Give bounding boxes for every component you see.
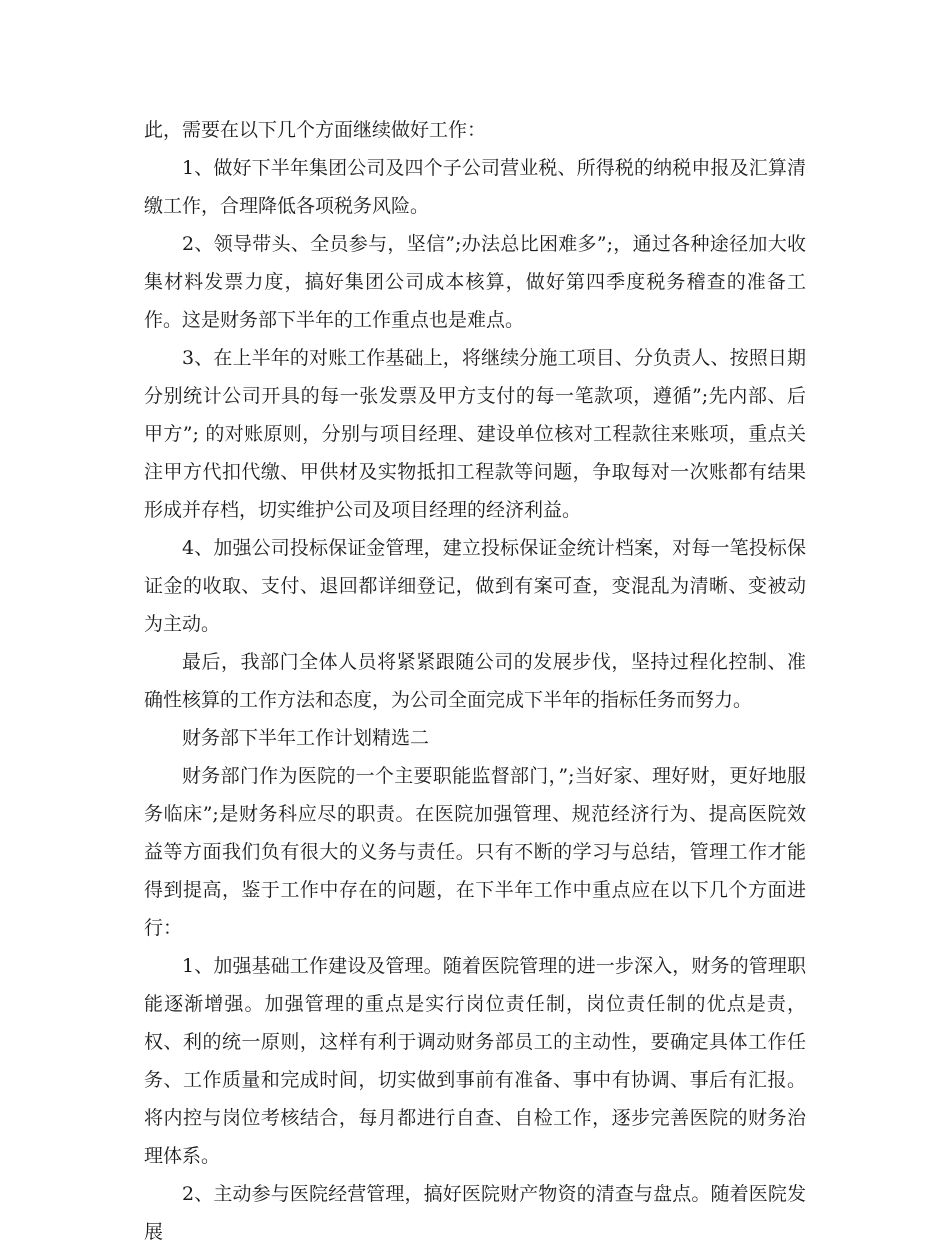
paragraph-item-2-asset-inventory: 2、主动参与医院经营管理，搞好医院财产物资的清查与盘点。随着医院发展 [144,1183,806,1243]
paragraph-continuation: 此，需要在以下几个方面继续做好工作： [144,119,487,141]
paragraph-item-2-invoices: 2、领导带头、全员参与，坚信”;办法总比困难多”;，通过各种途径加大收集材料发票力度，搞好集团公司成本核算，做好第四季度税务稽查的准备工作。这是财务部下半年的工作重点也是难点。 [144,233,806,331]
document-body [144,111,806,1251]
section-heading: 财务部下半年工作计划精选二 [182,727,430,749]
paragraph-item-4-bid-deposit: 4、加强公司投标保证金管理，建立投标保证金统计档案，对每一笔投标保证金的收取、支付、退回都详细登记，做到有案可查，变混乱为清晰、变被动为主动。 [144,537,806,635]
paragraph-item-3-reconciliation: 3、在上半年的对账工作基础上，将继续分施工项目、分负责人、按照日期分别统计公司开具的每一张发票及甲方支付的每一笔款项，遵循”;先内部、后甲方”; 的对账原则，分别与项目经理、建设单位核对工程款往来账项，重点关注甲方代扣代缴、甲供材及实物抵扣工程款等问题，争取每对一次账都有结果形成并存档，切实维护公司及项目经理的经济利益。 [144,347,806,521]
paragraph-intro: 财务部门作为医院的一个主要职能监督部门，”;当好家、理好财，更好地服务临床”;是财务科应尽的职责。在医院加强管理、规范经济行为、提高医院效益等方面我们负有很大的义务与责任。只有不断的学习与总结，管理工作才能得到提高，鉴于工作中存在的问题，在下半年工作中重点应在以下几个方面进行： [144,765,806,939]
paragraph-conclusion: 最后，我部门全体人员将紧紧跟随公司的发展步伐，坚持过程化控制、准确性核算的工作方法和态度，为公司全面完成下半年的指标任务而努力。 [144,651,806,711]
paragraph-item-1-basic-work: 1、加强基础工作建设及管理。随着医院管理的进一步深入，财务的管理职能逐渐增强。加强管理的重点是实行岗位责任制，岗位责任制的优点是责，权、利的统一原则，这样有利于调动财务部员工的主动性，要确定具体工作任务、工作质量和完成时间，切实做到事前有准备、事中有协调、事后有汇报。将内控与岗位考核结合，每月都进行自查、自检工作，逐步完善医院的财务治理体系。 [144,955,806,1167]
paragraph-item-1-tax-filing: 1、做好下半年集团公司及四个子公司营业税、所得税的纳税申报及汇算清缴工作，合理降低各项税务风险。 [144,157,806,217]
